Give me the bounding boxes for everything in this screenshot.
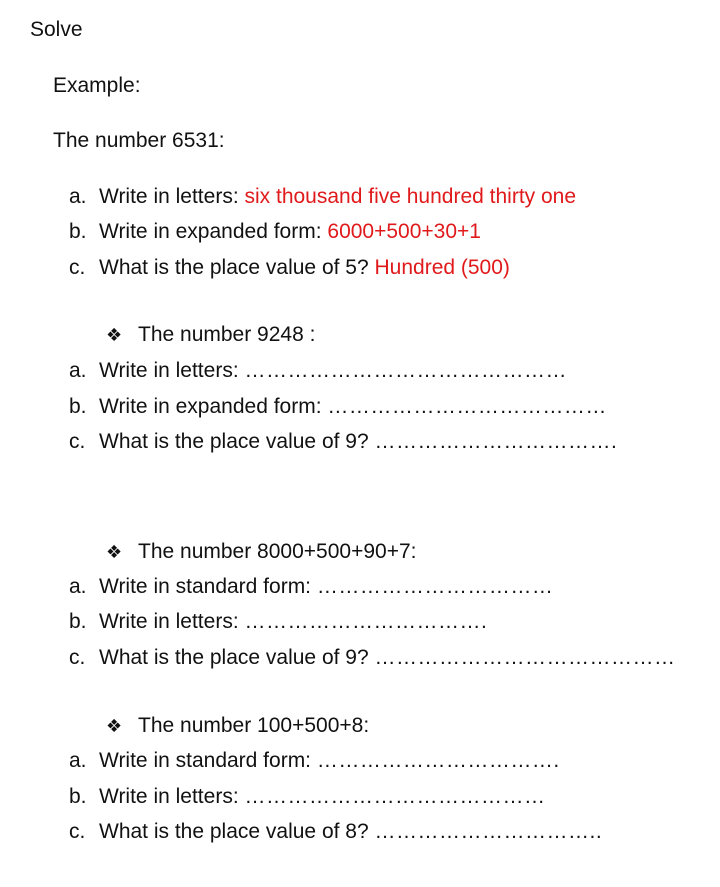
exercise-1-item-b xyxy=(69,394,607,420)
item-letter: a. xyxy=(69,575,87,598)
exercise-3-item-b xyxy=(69,784,545,810)
exercise-1-heading xyxy=(106,322,315,348)
item-question: What is the place value of 9? xyxy=(99,646,375,669)
answer-blank: ……………………………. xyxy=(374,430,618,453)
answer-blank: …………………………… xyxy=(316,575,554,598)
item-letter: a. xyxy=(69,185,87,208)
exercise-2-item-a xyxy=(69,574,553,600)
exercise-1-item-a xyxy=(69,358,567,384)
answer-blank: …………………………………… xyxy=(244,785,546,808)
item-question: Write in expanded form: xyxy=(99,395,328,418)
exercise-heading-text: The number 8000+500+90+7: xyxy=(138,540,417,563)
example-item-a xyxy=(69,184,576,210)
answer-blank: ………………………………… xyxy=(327,395,607,418)
item-question: Write in expanded form: xyxy=(99,220,328,243)
item-question: What is the place value of 9? xyxy=(99,430,375,453)
example-heading: The number 6531: xyxy=(53,129,225,152)
example-label: Example: xyxy=(53,74,141,97)
exercise-3-heading xyxy=(106,713,369,739)
exercise-3-item-a xyxy=(69,748,560,774)
example-item-b xyxy=(69,219,481,245)
item-letter: c. xyxy=(69,256,86,279)
exercise-1-item-c xyxy=(69,429,617,455)
exercise-2-item-b xyxy=(69,609,487,635)
answer-blank: ………………………….. xyxy=(374,820,603,843)
item-question: Write in letters: xyxy=(99,359,245,382)
item-answer: six thousand five hundred thirty one xyxy=(244,185,577,208)
item-letter: c. xyxy=(69,646,86,669)
item-answer: 6000+500+30+1 xyxy=(327,220,481,243)
item-letter: b. xyxy=(69,785,87,808)
item-letter: b. xyxy=(69,610,87,633)
answer-blank: ……………………………………… xyxy=(244,359,567,382)
answer-blank: ……………………………. xyxy=(316,749,560,772)
item-question: What is the place value of 5? xyxy=(99,256,375,279)
exercise-heading-text: The number 100+500+8: xyxy=(138,714,370,737)
exercise-heading-text: The number 9248 : xyxy=(138,323,316,346)
item-question: What is the place value of 8? xyxy=(99,820,375,843)
item-question: Write in letters: xyxy=(99,185,245,208)
item-letter: b. xyxy=(69,220,87,243)
diamond-bullet-icon: ❖ xyxy=(106,542,123,562)
exercise-2-item-c xyxy=(69,645,676,671)
item-question: Write in letters: xyxy=(99,785,245,808)
answer-blank: …………………………………… xyxy=(374,646,676,669)
item-letter: a. xyxy=(69,749,87,772)
diamond-bullet-icon: ❖ xyxy=(106,716,123,736)
diamond-bullet-icon: ❖ xyxy=(106,325,123,345)
item-letter: c. xyxy=(69,430,86,453)
item-question: Write in letters: xyxy=(99,610,245,633)
exercise-2-heading xyxy=(106,539,416,565)
item-letter: a. xyxy=(69,359,87,382)
item-question: Write in standard form: xyxy=(99,749,317,772)
item-answer: Hundred (500) xyxy=(374,256,510,279)
item-question: Write in standard form: xyxy=(99,575,317,598)
item-letter: b. xyxy=(69,395,87,418)
answer-blank: ……………………………. xyxy=(244,610,488,633)
page-title: Solve xyxy=(30,18,83,41)
item-letter: c. xyxy=(69,820,86,843)
example-item-c xyxy=(69,255,510,281)
exercise-3-item-c xyxy=(69,819,602,845)
